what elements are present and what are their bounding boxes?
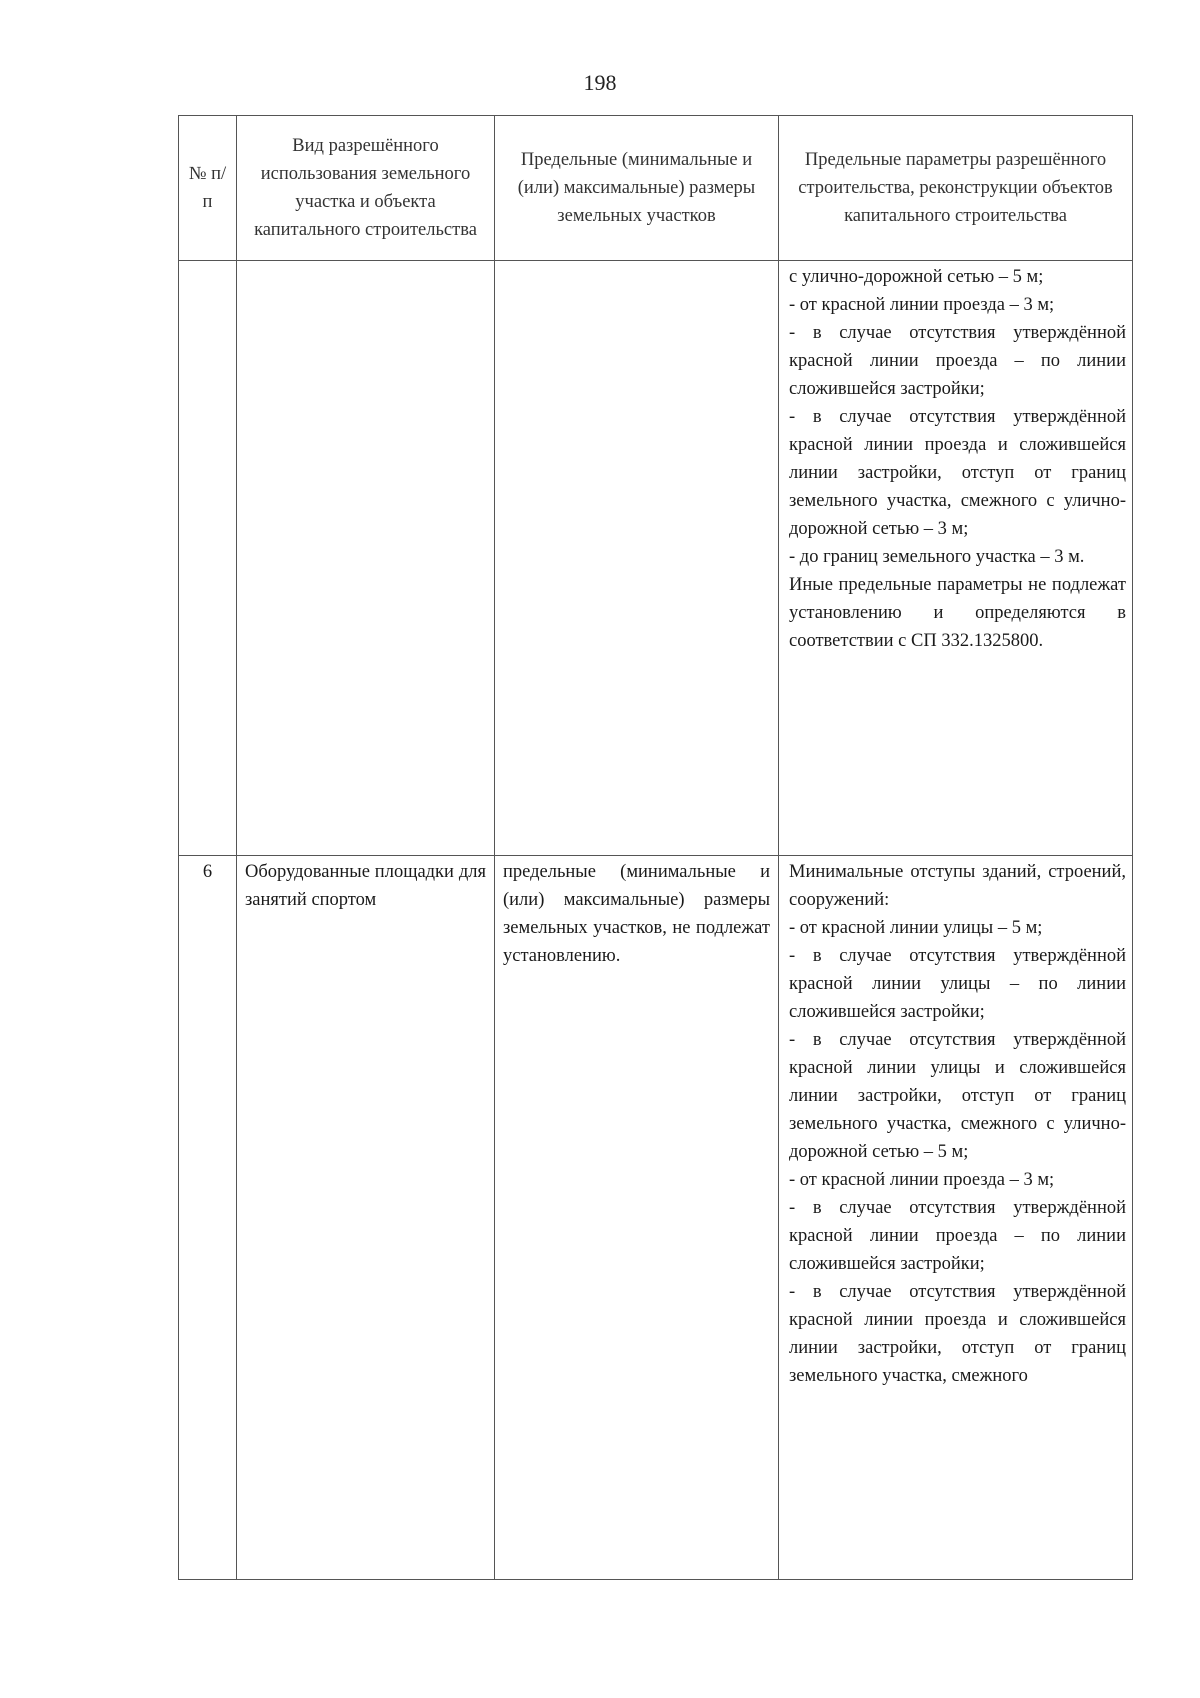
regulations-table (178, 115, 1133, 1580)
row-plot-sizes (495, 261, 779, 856)
param-line: - в случае отсутствия утверждённой красной линии проезда и сложившейся линии застройки, отступ от границ земельного участка, смежного (789, 1282, 1126, 1386)
param-line: Минимальные отступы зданий, строений, сооружений: (789, 862, 1126, 910)
row-use-type (237, 261, 495, 856)
param-line: - в случае отсутствия утверждённой красной линии проезда – по линии сложившейся застройки; (789, 323, 1126, 399)
header-number: № п/п (179, 116, 237, 261)
row-build-params (779, 856, 1133, 1580)
table-row (179, 856, 1133, 1580)
row-build-params (779, 261, 1133, 856)
row-number: 6 (179, 856, 237, 1580)
header-build-params: Предельные параметры разрешённого строительства, реконструкции объектов капитального строительства (779, 116, 1133, 261)
param-line: - в случае отсутствия утверждённой красной линии проезда – по линии сложившейся застройки; (789, 1198, 1126, 1274)
param-line: Иные предельные параметры не подлежат установлению и определяются в соответствии с СП 332.1325800. (789, 575, 1126, 651)
header-use-type: Вид разрешённого использования земельного участка и объекта капитального строительства (237, 116, 495, 261)
param-line: с улично-дорожной сетью – 5 м; (789, 267, 1044, 287)
page-number: 198 (583, 70, 617, 95)
table-header-row (179, 116, 1133, 261)
param-line: - от красной линии улицы – 5 м; (789, 918, 1043, 938)
param-line: - до границ земельного участка – 3 м. (789, 547, 1085, 567)
param-line: - от красной линии проезда – 3 м; (789, 1170, 1055, 1190)
param-line: - от красной линии проезда – 3 м; (789, 295, 1055, 315)
row-number (179, 261, 237, 856)
row-plot-sizes: предельные (минимальные и (или) максимальные) размеры земельных участков, не подлежат установлению. (495, 856, 779, 1580)
param-line: - в случае отсутствия утверждённой красной линии проезда и сложившейся линии застройки, отступ от границ земельного участка, смежного с улично-дорожной сетью – 3 м; (789, 407, 1126, 539)
table-row (179, 261, 1133, 856)
row-use-type: Оборудованные площадки для занятий спортом (237, 856, 495, 1580)
param-line: - в случае отсутствия утверждённой красной линии улицы – по линии сложившейся застройки; (789, 946, 1126, 1022)
header-plot-sizes: Предельные (минимальные и (или) максимальные) размеры земельных участков (495, 116, 779, 261)
param-line: - в случае отсутствия утверждённой красной линии улицы и сложившейся линии застройки, отступ от границ земельного участка, смежного с улично-дорожной сетью – 5 м; (789, 1030, 1126, 1162)
